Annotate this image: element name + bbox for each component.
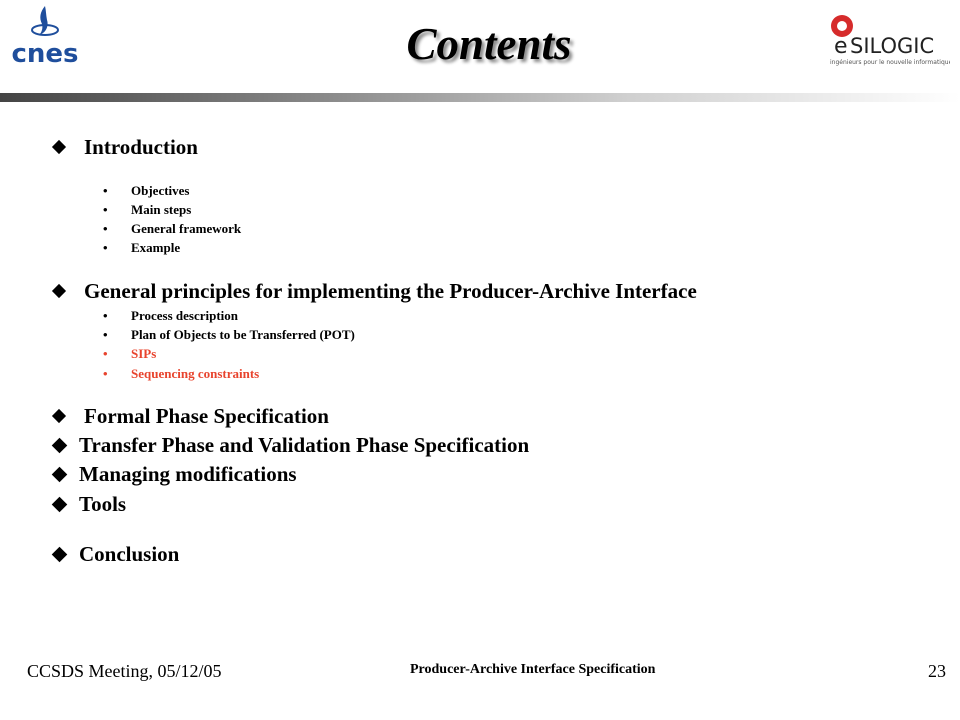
subitem-example: • Example <box>103 240 181 255</box>
svg-text:ingénieurs pour le nouvelle in: ingénieurs pour le nouvelle informatique <box>830 59 950 66</box>
diamond-bullet-icon <box>52 284 66 298</box>
outline-item-managing-modifications: Managing modifications <box>54 462 297 487</box>
page-title: Contents <box>406 19 572 69</box>
bullet-icon: • <box>103 327 108 342</box>
outline-item-formal-phase: Formal Phase Specification <box>54 404 329 429</box>
subitem-general-framework: • General framework <box>103 221 242 236</box>
bullet-icon: • <box>103 221 108 236</box>
header-divider <box>0 93 960 102</box>
subitem-main-steps: • Main steps <box>103 202 192 217</box>
diamond-bullet-icon <box>52 466 68 482</box>
bullet-icon: • <box>103 366 108 381</box>
silogic-logo <box>824 6 950 70</box>
subitem-sequencing-constraints: • Sequencing constraints <box>103 366 260 381</box>
diamond-bullet-icon <box>52 496 68 512</box>
outline-item-tools: Tools <box>54 492 126 517</box>
diamond-bullet-icon <box>52 140 66 154</box>
svg-text:cnes: cnes <box>11 39 79 68</box>
outline-item-introduction: Introduction <box>54 135 198 160</box>
bullet-icon: • <box>103 202 108 217</box>
bullet-icon: • <box>103 240 108 255</box>
subitem-process-description: • Process description <box>103 308 238 323</box>
subitem-objectives: • Objectives <box>103 183 190 198</box>
outline-item-conclusion: Conclusion <box>54 542 179 567</box>
diamond-bullet-icon <box>52 437 68 453</box>
bullet-icon: • <box>103 183 108 198</box>
outline-item-general-principles: General principles for implementing the Producer-Archive Interface <box>54 279 697 304</box>
subitem-sips: • SIPs <box>103 346 157 361</box>
svg-text:SILOGIC: SILOGIC <box>850 34 935 58</box>
bullet-icon: • <box>103 346 108 361</box>
footer-meeting: CCSDS Meeting, 05/12/05 <box>27 661 222 681</box>
diamond-bullet-icon <box>52 546 68 562</box>
logo-e-letter: e <box>834 34 848 59</box>
bullet-icon: • <box>103 308 108 323</box>
page-number: 23 <box>928 661 946 681</box>
diamond-bullet-icon <box>52 409 66 423</box>
footer-title: Producer-Archive Interface Specification <box>410 662 656 677</box>
outline-item-transfer-validation: Transfer Phase and Validation Phase Specification <box>54 433 529 458</box>
subitem-pot: • Plan of Objects to be Transferred (POT) <box>103 327 355 342</box>
